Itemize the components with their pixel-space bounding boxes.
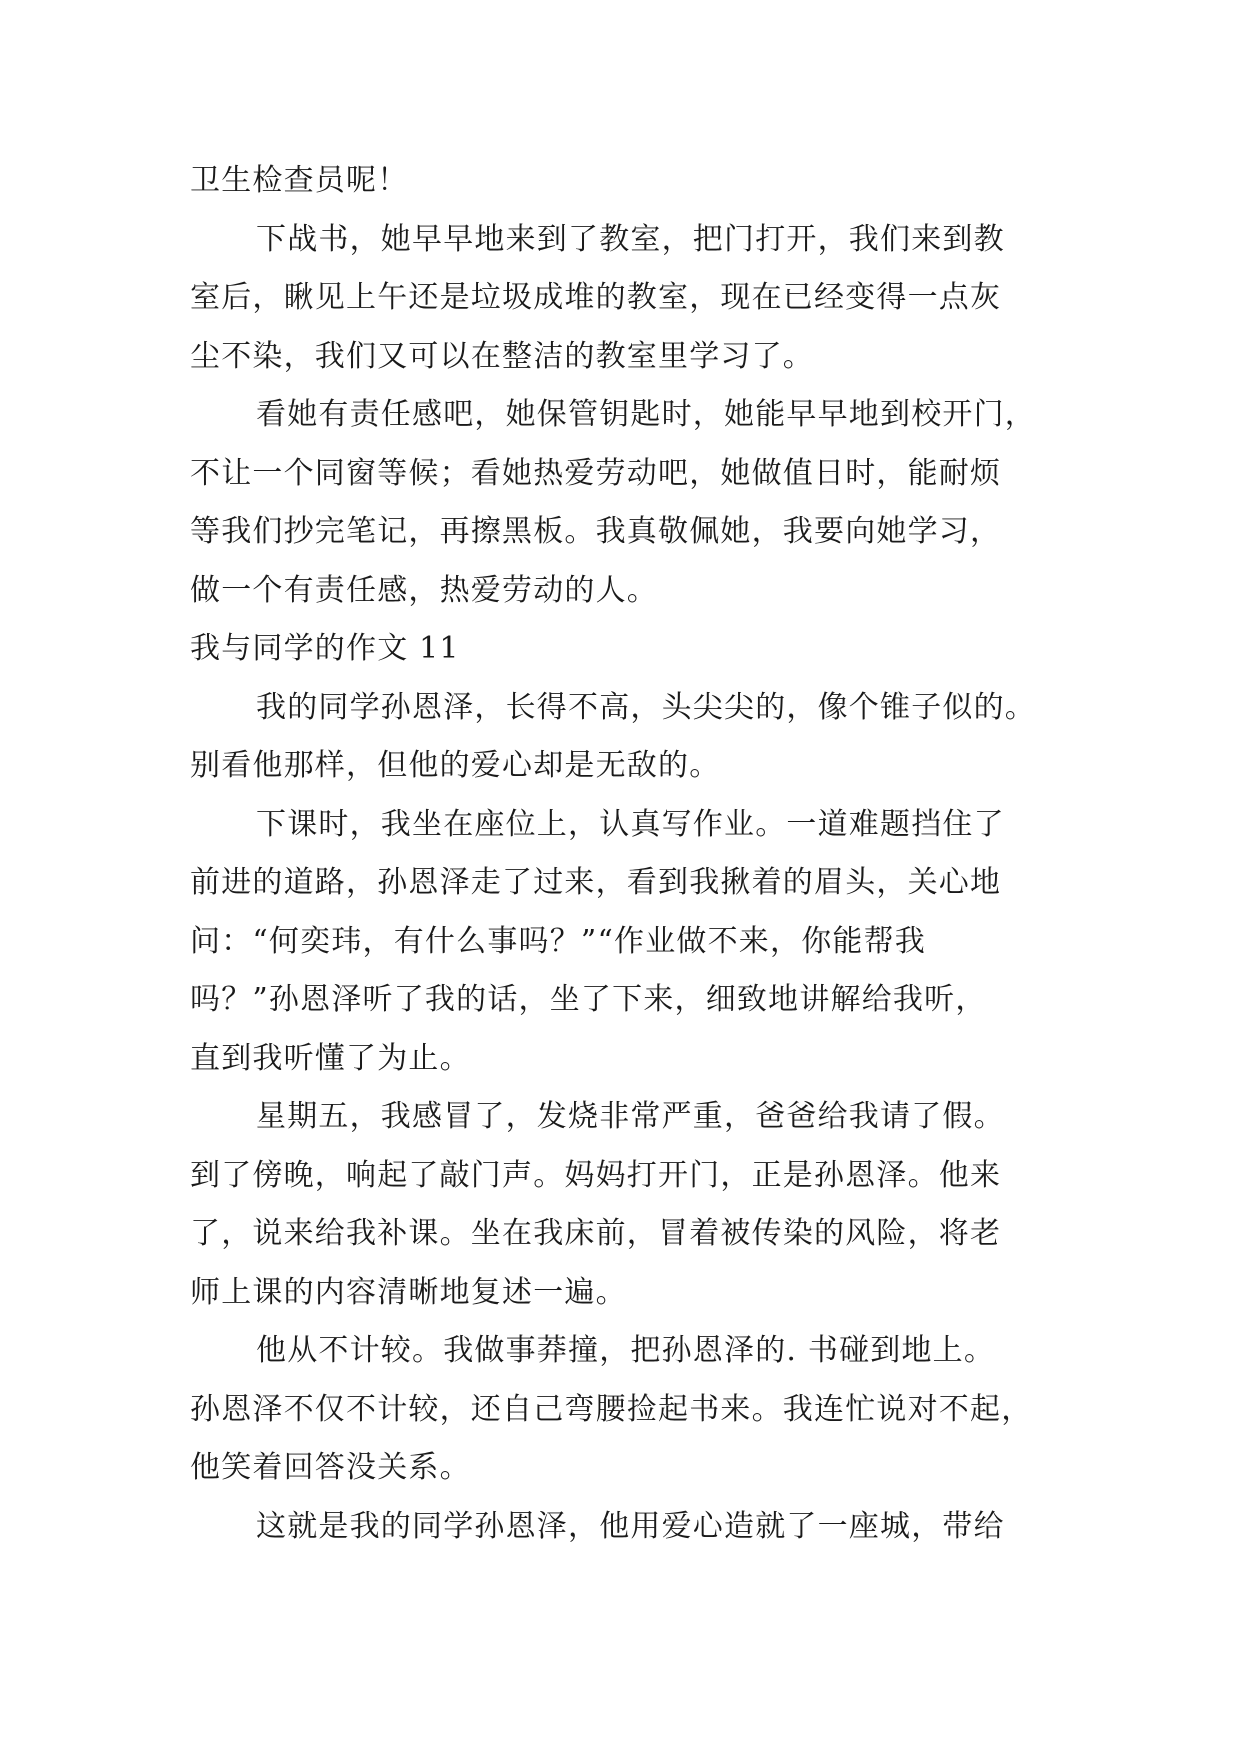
text-line: 我的同学孙恩泽，长得不高，头尖尖的，像个锥子似的。 bbox=[256, 689, 1036, 725]
text-line: 下战书，她早早地来到了教室，把门打开，我们来到教 bbox=[256, 221, 1005, 257]
text-line: 问：“何奕玮，有什么事吗？”“作业做不来，你能帮我 bbox=[190, 923, 927, 959]
text-line: 做一个有责任感，热爱劳动的人。 bbox=[190, 572, 658, 608]
text-line: 别看他那样，但他的爱心却是无敌的。 bbox=[190, 748, 721, 783]
text-line: 等我们抄完笔记，再擦黑板。我真敬佩她，我要向她学习， bbox=[190, 514, 1002, 549]
text-line: 室后，瞅见上午还是垃圾成堆的教室，现在已经变得一点灰 bbox=[190, 280, 1002, 315]
text-line: 直到我听懂了为止。 bbox=[190, 1040, 471, 1076]
text-line: 他笑着回答没关系。 bbox=[190, 1450, 471, 1485]
text-line: 他从不计较。我做事莽撞，把孙恩泽的. 书碰到地上。 bbox=[256, 1333, 996, 1368]
text-line: 尘不染，我们又可以在整洁的教室里学习了。 bbox=[190, 338, 814, 374]
document-body bbox=[190, 152, 1065, 1556]
text-line: 星期五，我感冒了，发烧非常严重，爸爸给我请了假。 bbox=[256, 1099, 1005, 1134]
text-line: 这就是我的同学孙恩泽，他用爱心造就了一座城，带给 bbox=[256, 1508, 1005, 1544]
text-line: 卫生检查员呢！ bbox=[190, 163, 409, 198]
text-line: 到了傍晚，响起了敲门声。妈妈打开门，正是孙恩泽。他来 bbox=[190, 1157, 1002, 1193]
section-heading: 我与同学的作文 11 bbox=[190, 631, 460, 666]
text-line: 看她有责任感吧，她保管钥匙时，她能早早地到校开门， bbox=[256, 397, 1036, 432]
text-line: 不让一个同窗等候；看她热爱劳动吧，她做值日时，能耐烦 bbox=[190, 455, 1002, 491]
text-line: 了，说来给我补课。坐在我床前，冒着被传染的风险，将老 bbox=[190, 1216, 1002, 1251]
text-line: 孙恩泽不仅不计较，还自己弯腰捡起书来。我连忙说对不起， bbox=[190, 1391, 1033, 1427]
text-line: 吗？”孙恩泽听了我的话，坐了下来，细致地讲解给我听， bbox=[190, 982, 987, 1017]
text-line: 下课时，我坐在座位上，认真写作业。一道难题挡住了 bbox=[256, 806, 1005, 842]
text-line: 前进的道路，孙恩泽走了过来，看到我揪着的眉头，关心地 bbox=[190, 865, 1002, 900]
text-line: 师上课的内容清晰地复述一遍。 bbox=[190, 1274, 627, 1310]
